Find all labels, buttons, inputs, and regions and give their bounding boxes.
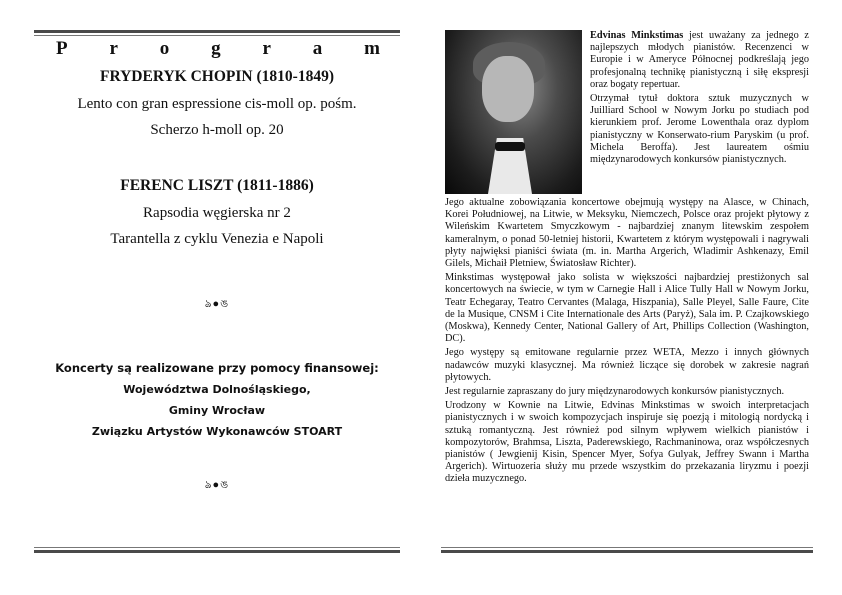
pianist-portrait-photo xyxy=(445,30,582,194)
bio-paragraph: Jego aktualne zobowiązania koncertowe obejmują występy na Alasce, w Chinach, Korei Południowej, na Litwie, w Meksyku, Niemczech, Polsce oraz projekt płytowy z Wileńskim Kwartetem Smyczkowym - najbardziej znanym litewskim zespołem kameralnym, o ponad 50-letniej historii, Kwartetem z którym występowali i nagrywali płyty najwięksi pianiści świata (m. in. Martha Argerich, Wladimir Ashkenazy, Emil Gilels, Michaił Pletniew, Światosław Richter). xyxy=(445,197,809,270)
left-top-rule xyxy=(34,30,400,33)
program-title xyxy=(34,38,400,62)
right-bottom-rule-thin xyxy=(441,547,813,548)
artist-name: Edvinas Minkstimas xyxy=(590,30,684,41)
bio-paragraph: Jest regularnie zapraszany do jury międzynarodowych konkursów pianistycznych. xyxy=(445,386,785,398)
bio-paragraph: Minkstimas występował jako solista w większości najbardziej prestiżonych sal koncertowych na świecie, w tym w Carnegie Hall i Alice Tully Hall w Nowym Jorku, Teatr Echegaray, Teatro Cervantes (Malaga, Hiszpania), Salle Pleyel, Salle Faure, Cite de la Musique, CNSM i Cite Internationale des Arts (Paryż), Sala im. P. Czajkowskiego (Moskwa), Kennedy Center, National Gallery of Art, Phillips Collection (Washington, DC). xyxy=(445,272,809,345)
ornament-divider: ঌ●ঙ xyxy=(204,298,230,310)
title-letter: P xyxy=(56,38,68,59)
sponsors-heading: Koncerty są realizowane przy pomocy finansowej: xyxy=(55,361,379,375)
sponsor-item: Związku Artystów Wykonawców STOART xyxy=(91,425,343,438)
work-title: Scherzo h-moll op. 20 xyxy=(150,122,284,138)
work-title: Tarantella z cyklu Venezia e Napoli xyxy=(110,231,324,247)
sponsor-item: Gminy Wrocław xyxy=(168,404,266,417)
composer-heading: FRYDERYK CHOPIN (1810-1849) xyxy=(100,68,334,85)
bio-paragraph: Otrzymał tytuł doktora sztuk muzycznych w Juilliard School w Nowym Jorku po studiach pod kierunkiem prof. Jerome Lowenthala oraz dyplom pianistyczny w Konserwato-rium Paryskim (u prof. Michela Beroffa). Jest laureatem ośmiu międzynarodowych konkursów pianistycznych. xyxy=(590,93,809,166)
portrait-bowtie xyxy=(495,142,525,151)
title-letter: r xyxy=(262,38,271,59)
title-letter: g xyxy=(211,38,221,59)
program-page xyxy=(34,36,400,495)
bio-paragraph xyxy=(590,30,809,91)
left-bottom-rule xyxy=(34,550,400,553)
bio-intro-text: jest uważany za jednego z najlepszych młodych pianistów. Recenzenci w Europie i w Ameryce Północnej podkreślają jego profesjonalną technikę pianistyczną i siłę ekspresji oraz bogaty repertuar. xyxy=(590,30,809,90)
bio-paragraph: Urodzony w Kownie na Litwie, Edvinas Minkstimas w swoich interpretacjach pianistycznych i w swoich kompozycjach inspiruje się poezją i mitologią nordycką i sztuką romantyczną. Jest również pod silnym wpływem wielkich pianistów i kompozytorów, Brahmsa, Liszta, Paderewskiego, Rachmaninowa, oraz współczesnych pianistów ( Jewgienij Kisin, Spencer Myer, Sofya Gulyak, Jeffrey Swann i Martha Argerich). Wirtuozeria służy mu przede wszystkim do przekazania liryzmu i poezji dzieła muzycznego. xyxy=(445,400,809,485)
left-bottom-rule-thin xyxy=(34,547,400,548)
portrait-face xyxy=(482,56,534,122)
bio-intro xyxy=(590,30,809,168)
work-title: Rapsodia węgierska nr 2 xyxy=(143,205,291,221)
sponsor-item: Województwa Dolnośląskiego, xyxy=(123,383,311,396)
title-letter: m xyxy=(364,38,380,59)
bio-body xyxy=(445,197,809,488)
right-bottom-rule xyxy=(441,550,813,553)
ornament-divider: ঌ●ঙ xyxy=(204,479,230,491)
title-letter: a xyxy=(312,38,323,59)
work-title: Lento con gran espressione cis-moll op. pośm. xyxy=(77,96,357,112)
composer-heading: FERENC LISZT (1811-1886) xyxy=(120,177,314,194)
title-letter: r xyxy=(109,38,118,59)
title-letter: o xyxy=(159,38,170,59)
bio-paragraph: Jego występy są emitowane regularnie przez WETA, Mezzo i innych głównych nadawców muzyki klasycznej. Ma również liczące się dorobek w zakresie nagrań płytowych. xyxy=(445,347,809,383)
